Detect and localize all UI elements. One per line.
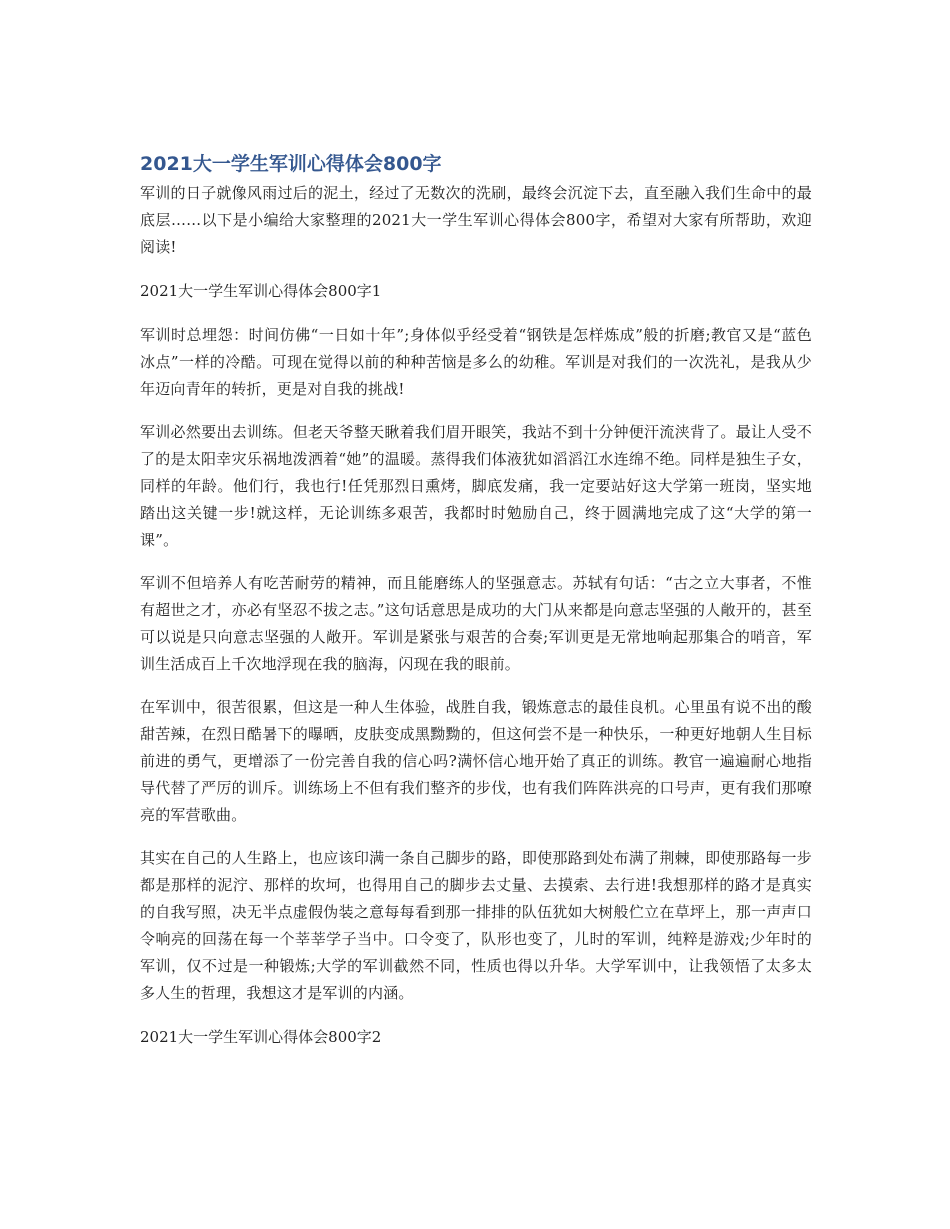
body-paragraph-3: 军训不但培养人有吃苦耐劳的精神，而且能磨练人的坚强意志。苏轼有句话：“古之立大事者，不惟有超世之才，亦必有坚忍不拔之志。”这句话意思是成功的大门从来都是向意志坚强的人敞开的，甚至可以说是只向意志坚强的人敞开。军训是紧张与艰苦的合奏;军训更是无常地响起那集合的哨音，军训生活成百上千次地浮现在我的脑海，闪现在我的眼前。 [140,574,812,673]
section-heading-2: 2021大一学生军训心得体会800字2 [140,1028,382,1046]
body-paragraph-4: 在军训中，很苦很累，但这是一种人生体验，战胜自我，锻炼意志的最佳良机。心里虽有说不出的酸甜苦辣，在烈日酷暑下的曝晒，皮肤变成黑黝黝的，但这何尝不是一种快乐，一种更好地朝人生目标前进的勇气，更增添了一份完善自我的信心吗?满怀信心地开始了真正的训练。教官一遍遍耐心地指导代替了严厉的训斥。训练场上不但有我们整齐的步伐，也有我们阵阵洪亮的口号声，更有我们那嘹亮的军营歌曲。 [140,698,812,824]
body-paragraph-1: 军训时总埋怨：时间仿佛“一日如十年”;身体似乎经受着“钢铁是怎样炼成”般的折磨;教官又是“蓝色冰点”一样的冷酷。可现在觉得以前的种种苦恼是多么的幼稚。军训是对我们的一次洗礼，是我从少年迈向青年的转折，更是对自我的挑战! [140,326,812,398]
intro-paragraph: 军训的日子就像风雨过后的泥土，经过了无数次的洗刷，最终会沉淀下去，直至融入我们生命中的最底层……以下是小编给大家整理的2021大一学生军训心得体会800字，希望对大家有所帮助，欢迎阅读! [140,184,812,256]
section-heading-1: 2021大一学生军训心得体会800字1 [140,282,382,300]
body-paragraph-5: 其实在自己的人生路上，也应该印满一条自己脚步的路，即使那路到处布满了荆棘，即使那路每一步都是那样的泥泞、那样的坎坷，也得用自己的脚步去丈量、去摸索、去行进!我想那样的路才是真实的自我写照，决无半点虚假伪装之意每每看到那一排排的队伍犹如大树般伫立在草坪上，那一声声口令响亮的回荡在每一个莘莘学子当中。口令变了，队形也变了，儿时的军训，纯粹是游戏;少年时的军训，仅不过是一种锻炼;大学的军训截然不同，性质也得以升华。大学军训中，让我领悟了太多太多人生的哲理，我想这才是军训的内涵。 [140,849,812,1002]
document-page [140,150,812,1051]
document-title: 2021大一学生军训心得体会800字 [140,153,442,175]
body-paragraph-2: 军训必然要出去训练。但老天爷整天瞅着我们眉开眼笑，我站不到十分钟便汗流浃背了。最让人受不了的是太阳幸灾乐祸地泼洒着“她”的温暖。蒸得我们体液犹如滔滔江水连绵不绝。同样是独生子女，同样的年龄。他们行，我也行!任凭那烈日熏烤，脚底发痛，我一定要站好这大学第一班岗，坚实地踏出这关键一步!就这样，无论训练多艰苦，我都时时勉励自己，终于圆满地完成了这“大学的第一课”。 [140,423,812,549]
